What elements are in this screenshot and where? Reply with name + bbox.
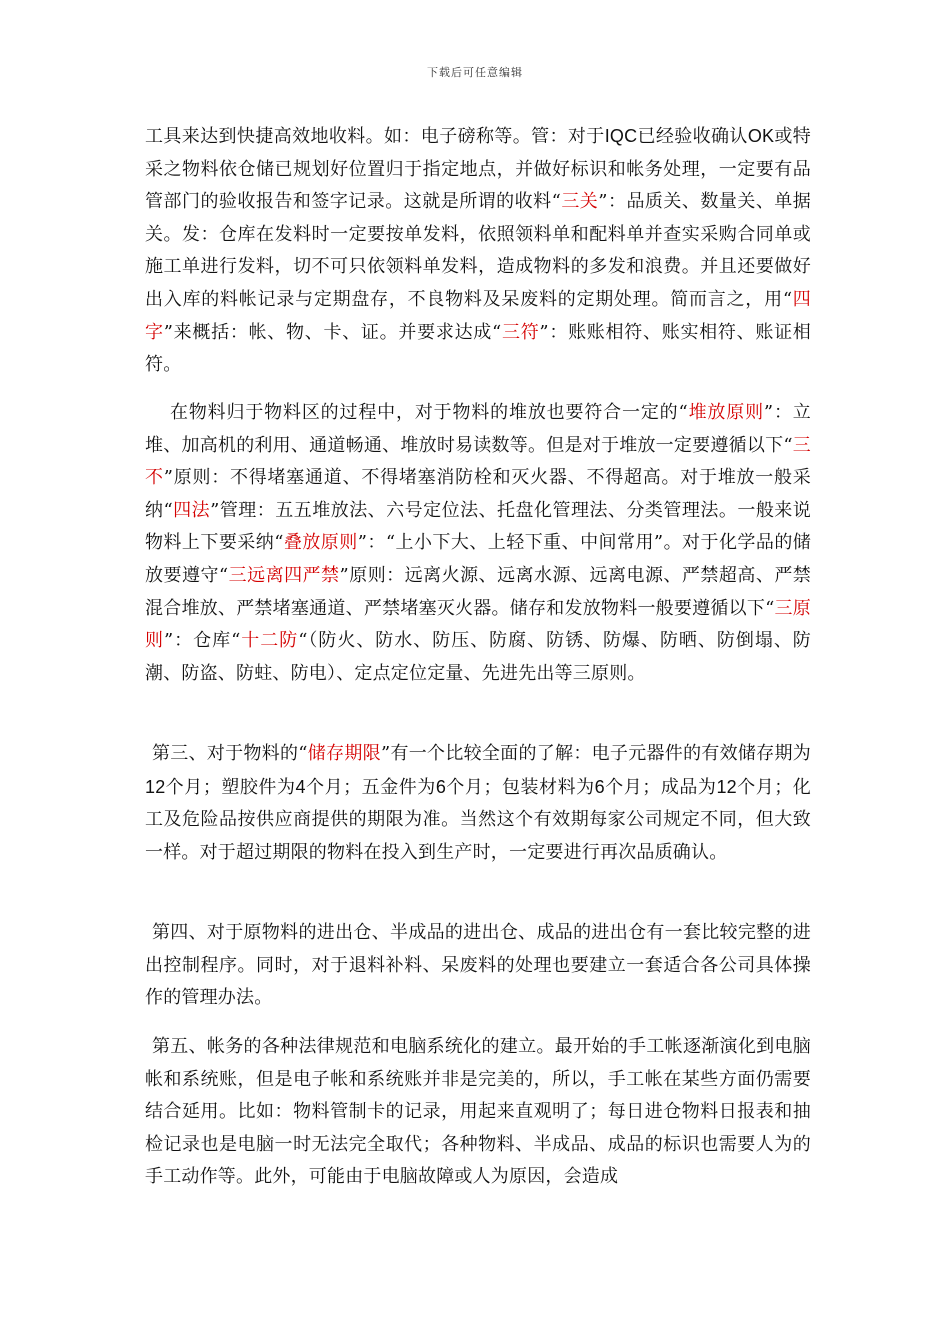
number-run: 12 [716, 776, 737, 797]
text-run: 第三、对于物料的“ [152, 743, 308, 764]
text-run: ”来概括：帐、物、卡、证。并要求达成“ [163, 321, 502, 343]
text-run: 在物料归于物料区的过程中，对于物料的堆放也要符合一定的“ [170, 402, 688, 423]
highlight-term: 十二防 [240, 630, 299, 652]
number-run: 12 [145, 776, 166, 797]
highlight-term: 堆放原则 [687, 402, 764, 423]
text-run: 已经验收确认 [637, 126, 748, 147]
text-run: ”：账账相符、账实相符、账证相符。 [145, 321, 812, 376]
highlight-term: 三符 [501, 321, 540, 343]
highlight-term: 三远离四严禁 [228, 564, 340, 586]
text-run: 第五、帐务的各种法律规范和电脑系统化的建立。最开始的手工帐逐渐演化到电脑帐和系统账，但是电子帐和系统账并非是完美的，所以，手工帐在某些方面仍需要结合延用。比如：物料管制卡的记录，用起来直观明了；每日进仓物料日报表和抽检记录也是电脑一时无法完全取代；各种物料、半成品、成品的标识也需要人为的手工动作等。此外，可能由于电脑故障或人为原因，会造成 [145, 1036, 811, 1188]
text-run: ”管理：五五堆放法、六号定位法、托盘化管理法、分类管理法。一般来说物料上下要采纳“ [145, 499, 811, 554]
text-run: “（防火、防水、防压、防腐、防锈、防爆、防晒、防倒塌、防潮、防盗、防蛀、防电）、定点定位定量、先进先出等三原则。 [145, 630, 811, 684]
text-run: ”原则：远离火源、远离水源、远离电源、严禁超高、严禁混合堆放、严禁堵塞通道、严禁堵塞灭火器。储存和发放物料一般要遵循以下“ [145, 564, 812, 619]
highlight-term: 四法 [172, 499, 211, 521]
highlight-term: 四字 [145, 288, 811, 343]
text-run: 个月；塑胶件为 [165, 776, 296, 798]
paragraph-4 [145, 917, 811, 1015]
text-run: ”：品质关、数量关、单据关。发：仓库在发料时一定要按单发料，依照领料单和配料单并查实采购合同单或施工单进行发料，切不可只依领料单发料，造成物料的多发和浪费。并且还要做好出入库的料帐记录与定期盘存，不良物料及呆废料的定期处理。简而言之，用“ [145, 191, 811, 310]
paragraph-2 [145, 397, 811, 690]
text-run: ”：立堆、加高机的利用、通道畅通、堆放时易读数等。但是对于堆放一定要遵循以下“ [145, 402, 811, 456]
text-run: 个月；化工及危险品按供应商提供的期限为准。当然这个有效期每家公司规定不同，但大致一样。对于超过期限的物料在投入到生产时，一定要进行再次品质确认。 [145, 776, 811, 863]
paragraph-1 [145, 120, 811, 382]
paragraph-5 [145, 1031, 811, 1194]
text-run: IQC [604, 126, 638, 146]
text-run: 或特采之物料依仓储已规划好位置归于指定地点，并做好标识和帐务处理，一定要有品管部门的验收报告和签字记录。这就是所谓的收料“ [145, 126, 812, 213]
text-run: 第四、对于原物料的进出仓、半成品的进出仓、成品的进出仓有一套比较完整的进出控制程序。同时，对于退料补料、呆废料的处理也要建立一套适合各公司具体操作的管理办法。 [145, 922, 811, 1009]
text-run: 个月；成品为 [604, 776, 717, 798]
number-run: 4 [295, 776, 306, 797]
text-run: ”：仓库“ [163, 630, 241, 652]
number-run: 6 [594, 776, 605, 797]
highlight-term: 叠放原则 [283, 532, 358, 554]
number-run: 6 [435, 776, 447, 797]
text-run: ”有一个比较全面的了解：电子元器件的有效储存期为 [380, 743, 811, 764]
paragraph-3 [145, 738, 811, 869]
highlight-term: 三关 [561, 191, 599, 213]
text-run: 个月；五金件为 [305, 776, 436, 798]
text-run: ”原则：不得堵塞通道、不得堵塞消防栓和灭火器、不得超高。对于堆放一般采纳“ [145, 467, 811, 521]
text-run: ”：“上小下大、上轻下重、中间常用”。对于化学品的储放要遵守“ [145, 532, 811, 586]
highlight-term: 三不 [145, 434, 811, 489]
highlight-term: 储存期限 [307, 743, 381, 764]
page-header: 下载后可任意编辑 [427, 66, 523, 79]
text-run: OK [747, 126, 775, 146]
text-run: 工具来达到快捷高效地收料。如：电子磅称等。管：对于 [145, 126, 605, 147]
text-run: 个月；包装材料为 [446, 776, 595, 798]
highlight-term: 三原则 [145, 597, 811, 652]
